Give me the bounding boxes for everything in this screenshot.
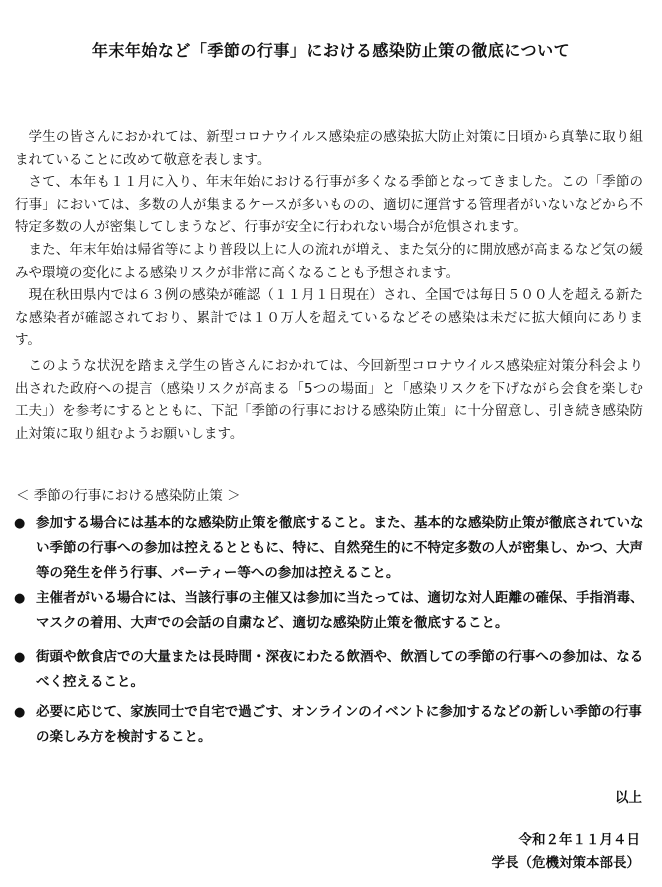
measure-text: 参加する場合には基本的な感染防止策を徹底すること。また、基本的な感染防止策が徹底されていない季節の行事への参加は控えるとともに、特に、自然発生的に不特定多数の人が密集し、かつ、大声等の発生を伴う行事、パーティー等への参加は控えること。 [36, 515, 644, 581]
measure-item [14, 645, 644, 695]
section-heading: ＜ 季節の行事における感染防止策 ＞ [16, 488, 241, 504]
paragraph-respect: 学生の皆さんにおかれては、新型コロナウイルス感染症の感染拡大防止対策に日頃から真摯に取り組まれていることに改めて敬意を表します。 [15, 129, 643, 168]
document-title: 年末年始など「季節の行事」における感染防止策の徹底について [91, 41, 571, 60]
measure-item [14, 700, 644, 750]
measure-item [14, 511, 644, 586]
closing-mark: 以上 [615, 790, 642, 806]
measure-text: 主催者がいる場合には、当該行事の主催又は参加に当たっては、適切な対人距離の確保、手指消毒、マスクの着用、大声での会話の自粛など、適切な感染防止策を徹底すること。 [36, 590, 644, 631]
bullet-icon: ● [14, 650, 26, 665]
measure-text: 街頭や飲食店での大量または長時間・深夜にわたる飲酒や、飲酒しての季節の行事への参加は、なるべく控えること。 [36, 649, 644, 690]
measure-text: 必要に応じて、家族同士で自宅で過ごす、オンラインのイベントに参加するなどの新しい季節の行事の楽しみ方を検討すること。 [36, 704, 642, 745]
bullet-icon: ● [14, 705, 26, 720]
paragraph-travel-risk: また、年末年始は帰省等により普段以上に人の流れが増え、また気分的に開放感が高まるなど気の緩みや環境の変化による感染リスクが非常に高くなることも予想されます。 [15, 241, 643, 281]
bullet-icon: ● [14, 516, 26, 531]
measure-item [14, 586, 644, 636]
intro-paragraphs [15, 126, 643, 352]
issue-date: 令和２年１１月４日 [518, 832, 640, 848]
bullet-icon: ● [14, 591, 26, 606]
signer: 学長（危機対策本部長） [491, 855, 640, 871]
paragraph-season-risk: さて、本年も１１月に入り、年末年始における行事が多くなる季節となってきました。この「季節の行事」においては、多数の人が集まるケースが多いものの、適切に運営する管理者がいないなどから不特定多数の人が密集してしまうなど、行事が安全に行われない場合が危惧されます。 [15, 174, 643, 236]
paragraph-request: このような状況を踏まえ学生の皆さんにおかれては、今回新型コロナウイルス感染症対策分科会より出された政府への提言（感染リスクが高まる「5つの場面」と「感染リスクを下げながら会食を楽しむ工夫」）を参考にするとともに、下記「季節の行事における感染防止策」に十分留意し、引き続き感染防止対策に取り組むようお願いします。 [15, 358, 643, 442]
paragraph-infection-status: 現在秋田県内では６３例の感染が確認（１１月１日現在）され、全国では毎日５００人を超える新たな感染者が確認されており、累計では１０万人を超えているなどその感染は未だに拡大傾向にあります。 [15, 287, 643, 349]
